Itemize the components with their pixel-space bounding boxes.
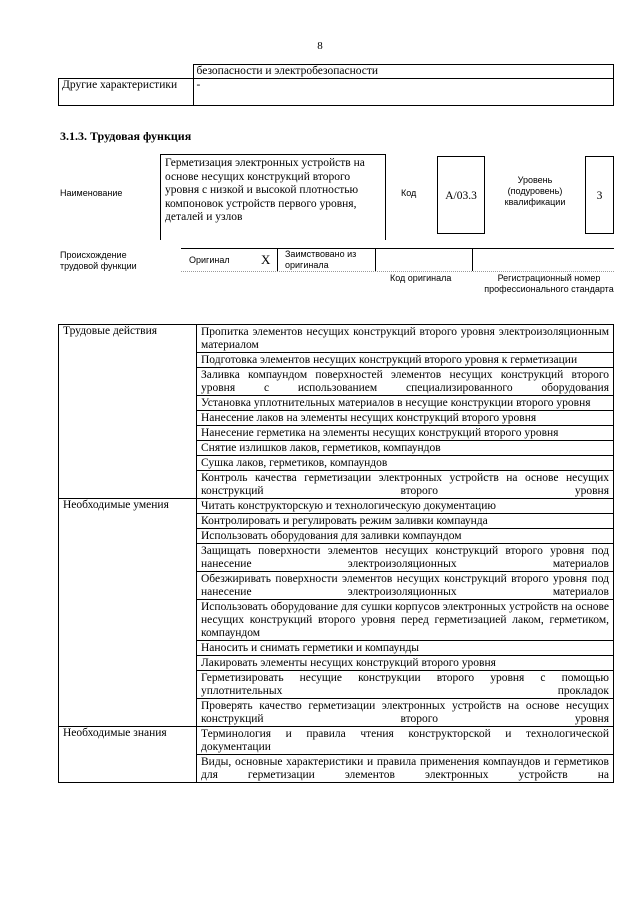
list-item: Использовать оборудование для сушки корпусов электронных устройств на основе несущих конструкций второго уровня перед герметизацией лаком, герметиком, компаундом — [197, 600, 614, 641]
list-item: Установка уплотнительных материалов в несущие конструкции второго уровня — [197, 396, 614, 411]
section-label: Необходимые умения — [59, 499, 197, 727]
table-row — [59, 727, 614, 755]
top-table-row2-label: Другие характеристики — [59, 79, 194, 106]
original-mark: X — [261, 252, 271, 267]
top-table-row1-value: безопасности и электробезопасности — [193, 65, 614, 79]
function-name-box: Герметизация электронных устройств на основе несущих конструкций второго уровня с низкой и высокой плотностью компоновок устройств первого уровня, деталей и узлов — [160, 154, 386, 240]
name-label: Наименование — [60, 188, 123, 198]
section-title: 3.1.3. Трудовая функция — [60, 129, 192, 143]
list-item: Снятие излишков лаков, герметиков, компаундов — [197, 441, 614, 456]
list-item: Терминология и правила чтения конструкторской и технологической документации — [197, 727, 614, 755]
list-item: Обезжиривать поверхности элементов несущих конструкций второго уровня под нанесение электроизоляционных материалов — [197, 572, 614, 600]
list-item: Виды, основные характеристики и правила применения компаундов и герметиков для герметизации элементов электронных устройств на — [197, 755, 614, 783]
list-item: Подготовка элементов несущих конструкций второго уровня к герметизации — [197, 353, 614, 368]
list-item: Защищать поверхности элементов несущих конструкций второго уровня под нанесение электроизоляционных материалов — [197, 544, 614, 572]
section-label: Необходимые знания — [59, 727, 197, 783]
list-item: Читать конструкторскую и технологическую документацию — [197, 499, 614, 514]
section-label: Трудовые действия — [59, 325, 197, 499]
list-item: Нанесение герметика на элементы несущих конструкций второго уровня — [197, 426, 614, 441]
original-label: Оригинал — [189, 255, 230, 265]
reg-number-label: Регистрационный номер профессионального стандарта — [484, 273, 614, 294]
list-item: Нанесение лаков на элементы несущих конструкций второго уровня — [197, 411, 614, 426]
list-item: Пропитка элементов несущих конструкций второго уровня электроизоляционным материалом — [197, 325, 614, 353]
list-item: Использовать оборудования для заливки компаундом — [197, 529, 614, 544]
top-table — [58, 64, 614, 106]
list-item: Контроль качества герметизации электронных устройств на основе несущих конструкций второго уровня — [197, 471, 614, 499]
borrowed-label: Заимствовано из оригинала — [285, 249, 357, 270]
page-number: 8 — [317, 40, 323, 52]
level-value-box: 3 — [585, 156, 614, 234]
level-label: Уровень (подуровень) квалификации — [504, 175, 566, 207]
list-item: Заливка компаундом поверхностей элементов несущих конструкций второго уровня с использованием специализированного оборудования — [197, 368, 614, 396]
table-row — [59, 325, 614, 353]
top-table-row2-value: - — [193, 79, 614, 106]
code-label: Код — [401, 188, 417, 198]
list-item: Контролировать и регулировать режим заливки компаунда — [197, 514, 614, 529]
code-original-label: Код оригинала — [390, 273, 452, 283]
list-item: Наносить и снимать герметики и компаунды — [197, 641, 614, 656]
list-item: Сушка лаков, герметиков, компаундов — [197, 456, 614, 471]
table-row — [59, 499, 614, 514]
origin-label: Происхождение трудовой функции — [60, 250, 137, 271]
list-item: Лакировать элементы несущих конструкций второго уровня — [197, 656, 614, 671]
list-item: Герметизировать несущие конструкции второго уровня с помощью уплотнительных прокладок — [197, 671, 614, 699]
code-value-box: A/03.3 — [437, 156, 485, 234]
list-item: Проверять качество герметизации электронных устройств на основе несущих конструкций второго уровня — [197, 699, 614, 727]
origin-row — [181, 248, 614, 273]
details-table — [58, 324, 614, 783]
